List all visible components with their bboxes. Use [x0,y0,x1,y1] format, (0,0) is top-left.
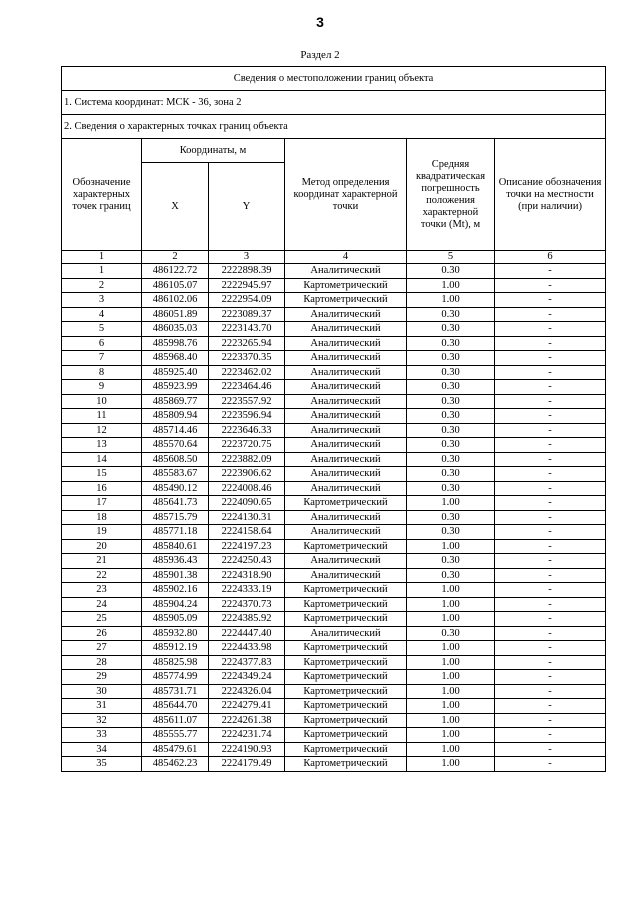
error-cell: 1.00 [407,278,495,293]
table-row [62,612,606,627]
coord-y-cell: 2224090.65 [209,496,285,511]
header-y: Y [209,163,285,251]
points-heading: 2. Сведения о характерных точках границ объекта [62,115,606,139]
method-cell: Аналитический [285,481,407,496]
header-x: X [142,163,209,251]
description-cell: - [495,757,606,772]
error-cell: 1.00 [407,728,495,743]
table-row [62,510,606,525]
method-cell: Аналитический [285,438,407,453]
error-cell: 0.30 [407,452,495,467]
table-row [62,670,606,685]
description-cell: - [495,641,606,656]
table-row [62,365,606,380]
coord-y-cell: 2224279.41 [209,699,285,714]
table-row [62,307,606,322]
method-cell: Картометрический [285,670,407,685]
description-cell: - [495,365,606,380]
error-cell: 1.00 [407,539,495,554]
method-cell: Аналитический [285,264,407,279]
error-cell: 0.30 [407,394,495,409]
method-cell: Картометрический [285,496,407,511]
point-number-cell: 30 [62,684,142,699]
description-cell: - [495,713,606,728]
point-number-cell: 15 [62,467,142,482]
point-number-cell: 10 [62,394,142,409]
description-cell: - [495,742,606,757]
error-cell: 1.00 [407,670,495,685]
coord-x-cell: 486102.06 [142,293,209,308]
table-row [62,467,606,482]
description-cell: - [495,467,606,482]
coord-x-cell: 485923.99 [142,380,209,395]
coord-x-cell: 485583.67 [142,467,209,482]
table-row [62,583,606,598]
coord-y-cell: 2224231.74 [209,728,285,743]
point-number-cell: 27 [62,641,142,656]
method-cell: Картометрический [285,713,407,728]
coord-x-cell: 486035.03 [142,322,209,337]
description-cell: - [495,351,606,366]
coord-y-cell: 2224385.92 [209,612,285,627]
point-number-cell: 19 [62,525,142,540]
error-cell: 0.30 [407,626,495,641]
table-row [62,481,606,496]
point-number-cell: 8 [62,365,142,380]
method-cell: Аналитический [285,365,407,380]
table-row [62,336,606,351]
coord-y-cell: 2223906.62 [209,467,285,482]
method-cell: Аналитический [285,525,407,540]
page-number: 3 [316,14,324,30]
error-cell: 0.30 [407,409,495,424]
method-cell: Аналитический [285,409,407,424]
description-cell: - [495,409,606,424]
method-cell: Аналитический [285,423,407,438]
table-row [62,757,606,772]
table-row [62,539,606,554]
point-number-cell: 25 [62,612,142,627]
method-cell: Аналитический [285,467,407,482]
coord-y-cell: 2224377.83 [209,655,285,670]
error-cell: 0.30 [407,336,495,351]
point-number-cell: 28 [62,655,142,670]
coord-x-cell: 486105.07 [142,278,209,293]
description-cell: - [495,539,606,554]
error-cell: 0.30 [407,554,495,569]
point-number-cell: 3 [62,293,142,308]
coord-y-cell: 2223089.37 [209,307,285,322]
coord-y-cell: 2224190.93 [209,742,285,757]
description-cell: - [495,670,606,685]
header-method: Метод определения координат характерной точки [285,139,407,251]
point-number-cell: 22 [62,568,142,583]
coord-x-cell: 485998.76 [142,336,209,351]
table-row [62,713,606,728]
description-cell: - [495,336,606,351]
header-designation: Обозначение характерных точек границ [62,139,142,251]
point-number-cell: 11 [62,409,142,424]
method-cell: Аналитический [285,568,407,583]
description-cell: - [495,394,606,409]
column-numbers-row [62,251,606,264]
description-cell: - [495,728,606,743]
section-label: Раздел 2 [300,49,340,61]
coord-x-cell: 485731.71 [142,684,209,699]
point-number-cell: 26 [62,626,142,641]
method-cell: Картометрический [285,728,407,743]
description-cell: - [495,293,606,308]
method-cell: Картометрический [285,612,407,627]
error-cell: 1.00 [407,742,495,757]
coord-y-cell: 2223464.46 [209,380,285,395]
coord-x-cell: 485825.98 [142,655,209,670]
coord-y-cell: 2224318.90 [209,568,285,583]
coordinate-system: 1. Система координат: МСК - 36, зона 2 [62,91,606,115]
coord-x-cell: 485905.09 [142,612,209,627]
error-cell: 0.30 [407,351,495,366]
point-number-cell: 6 [62,336,142,351]
method-cell: Аналитический [285,351,407,366]
table-title: Сведения о местоположении границ объекта [62,67,606,91]
table-row [62,423,606,438]
description-cell: - [495,481,606,496]
column-number: 4 [285,251,407,264]
description-cell: - [495,655,606,670]
coord-y-cell: 2224433.98 [209,641,285,656]
error-cell: 0.30 [407,510,495,525]
table-row [62,655,606,670]
point-number-cell: 14 [62,452,142,467]
coord-y-cell: 2223882.09 [209,452,285,467]
coord-y-cell: 2224130.31 [209,510,285,525]
point-number-cell: 20 [62,539,142,554]
coord-y-cell: 2224333.19 [209,583,285,598]
table-row [62,351,606,366]
error-cell: 0.30 [407,467,495,482]
coord-x-cell: 485771.18 [142,525,209,540]
method-cell: Аналитический [285,394,407,409]
coord-y-cell: 2224250.43 [209,554,285,569]
coord-y-cell: 2223720.75 [209,438,285,453]
coord-x-cell: 485936.43 [142,554,209,569]
method-cell: Картометрический [285,757,407,772]
method-cell: Картометрический [285,684,407,699]
method-cell: Картометрический [285,641,407,656]
error-cell: 1.00 [407,655,495,670]
method-cell: Картометрический [285,742,407,757]
coord-y-cell: 2223265.94 [209,336,285,351]
description-cell: - [495,510,606,525]
coord-x-cell: 485925.40 [142,365,209,380]
error-cell: 0.30 [407,568,495,583]
table-row [62,626,606,641]
error-cell: 1.00 [407,612,495,627]
point-number-cell: 4 [62,307,142,322]
description-cell: - [495,452,606,467]
table-row [62,394,606,409]
coord-y-cell: 2223143.70 [209,322,285,337]
method-cell: Аналитический [285,554,407,569]
point-number-cell: 35 [62,757,142,772]
error-cell: 1.00 [407,597,495,612]
coord-x-cell: 485462.23 [142,757,209,772]
coord-x-cell: 485840.61 [142,539,209,554]
description-cell: - [495,438,606,453]
coord-y-cell: 2223462.02 [209,365,285,380]
coord-x-cell: 485869.77 [142,394,209,409]
header-coordinates: Координаты, м [142,139,285,163]
point-number-cell: 2 [62,278,142,293]
description-cell: - [495,380,606,395]
table-row [62,264,606,279]
method-cell: Картометрический [285,699,407,714]
table-row [62,380,606,395]
coord-y-cell: 2224326.04 [209,684,285,699]
error-cell: 0.30 [407,365,495,380]
description-cell: - [495,583,606,598]
method-cell: Аналитический [285,336,407,351]
table-row [62,293,606,308]
table-row [62,742,606,757]
point-number-cell: 1 [62,264,142,279]
coord-y-cell: 2223646.33 [209,423,285,438]
method-cell: Картометрический [285,293,407,308]
point-number-cell: 29 [62,670,142,685]
table-row [62,322,606,337]
coord-y-cell: 2224158.64 [209,525,285,540]
error-cell: 0.30 [407,438,495,453]
coord-x-cell: 485809.94 [142,409,209,424]
table-row [62,597,606,612]
table-row [62,684,606,699]
method-cell: Аналитический [285,380,407,395]
coord-x-cell: 485904.24 [142,597,209,612]
coord-x-cell: 485555.77 [142,728,209,743]
point-number-cell: 9 [62,380,142,395]
description-cell: - [495,264,606,279]
description-cell: - [495,626,606,641]
header-error: Средняя квадратическая погрешность положения характерной точки (Mt), м [407,139,495,251]
coord-y-cell: 2224447.40 [209,626,285,641]
description-cell: - [495,496,606,511]
coord-x-cell: 485608.50 [142,452,209,467]
method-cell: Картометрический [285,539,407,554]
point-number-cell: 21 [62,554,142,569]
error-cell: 1.00 [407,496,495,511]
method-cell: Аналитический [285,322,407,337]
description-cell: - [495,307,606,322]
method-cell: Картометрический [285,278,407,293]
method-cell: Картометрический [285,597,407,612]
description-cell: - [495,612,606,627]
point-number-cell: 16 [62,481,142,496]
table-row [62,568,606,583]
coord-x-cell: 485774.99 [142,670,209,685]
error-cell: 1.00 [407,713,495,728]
coord-x-cell: 485570.64 [142,438,209,453]
error-cell: 0.30 [407,481,495,496]
table-row [62,641,606,656]
method-cell: Картометрический [285,655,407,670]
method-cell: Аналитический [285,510,407,525]
coord-x-cell: 485490.12 [142,481,209,496]
error-cell: 0.30 [407,423,495,438]
coord-y-cell: 2224179.49 [209,757,285,772]
coord-x-cell: 485932.80 [142,626,209,641]
method-cell: Картометрический [285,583,407,598]
column-number: 6 [495,251,606,264]
description-cell: - [495,278,606,293]
table-row [62,409,606,424]
table-row [62,699,606,714]
table-row [62,554,606,569]
point-number-cell: 32 [62,713,142,728]
description-cell: - [495,525,606,540]
table-row [62,525,606,540]
point-number-cell: 13 [62,438,142,453]
column-number: 1 [62,251,142,264]
table-row [62,496,606,511]
point-number-cell: 12 [62,423,142,438]
coord-x-cell: 485912.19 [142,641,209,656]
coord-y-cell: 2224261.38 [209,713,285,728]
point-number-cell: 34 [62,742,142,757]
description-cell: - [495,568,606,583]
point-number-cell: 18 [62,510,142,525]
coord-x-cell: 485644.70 [142,699,209,714]
description-cell: - [495,597,606,612]
coord-y-cell: 2222945.97 [209,278,285,293]
column-number: 3 [209,251,285,264]
coord-y-cell: 2222954.09 [209,293,285,308]
coord-y-cell: 2223596.94 [209,409,285,424]
point-number-cell: 24 [62,597,142,612]
description-cell: - [495,554,606,569]
error-cell: 0.30 [407,380,495,395]
coord-x-cell: 486051.89 [142,307,209,322]
description-cell: - [495,423,606,438]
coord-x-cell: 485901.38 [142,568,209,583]
error-cell: 0.30 [407,264,495,279]
coord-x-cell: 485714.46 [142,423,209,438]
table-row [62,438,606,453]
coord-y-cell: 2223557.92 [209,394,285,409]
error-cell: 1.00 [407,293,495,308]
error-cell: 1.00 [407,583,495,598]
header-description: Описание обозначения точки на местности (при наличии) [495,139,606,251]
point-number-cell: 33 [62,728,142,743]
table-row [62,728,606,743]
error-cell: 1.00 [407,757,495,772]
point-number-cell: 5 [62,322,142,337]
error-cell: 0.30 [407,307,495,322]
column-number: 2 [142,251,209,264]
error-cell: 0.30 [407,322,495,337]
coord-x-cell: 485968.40 [142,351,209,366]
error-cell: 1.00 [407,684,495,699]
coord-y-cell: 2222898.39 [209,264,285,279]
coord-x-cell: 485611.07 [142,713,209,728]
point-number-cell: 7 [62,351,142,366]
method-cell: Аналитический [285,452,407,467]
table-row [62,278,606,293]
description-cell: - [495,684,606,699]
coord-y-cell: 2224370.73 [209,597,285,612]
boundary-points-table [61,66,606,772]
point-number-cell: 23 [62,583,142,598]
coord-y-cell: 2224197.23 [209,539,285,554]
coord-x-cell: 485641.73 [142,496,209,511]
column-number: 5 [407,251,495,264]
table-row [62,452,606,467]
error-cell: 1.00 [407,699,495,714]
coord-y-cell: 2224008.46 [209,481,285,496]
coord-x-cell: 485479.61 [142,742,209,757]
coord-x-cell: 485902.16 [142,583,209,598]
method-cell: Аналитический [285,626,407,641]
description-cell: - [495,699,606,714]
coord-y-cell: 2224349.24 [209,670,285,685]
coord-x-cell: 486122.72 [142,264,209,279]
point-number-cell: 31 [62,699,142,714]
method-cell: Аналитический [285,307,407,322]
coord-x-cell: 485715.79 [142,510,209,525]
error-cell: 0.30 [407,525,495,540]
point-number-cell: 17 [62,496,142,511]
coord-y-cell: 2223370.35 [209,351,285,366]
description-cell: - [495,322,606,337]
error-cell: 1.00 [407,641,495,656]
